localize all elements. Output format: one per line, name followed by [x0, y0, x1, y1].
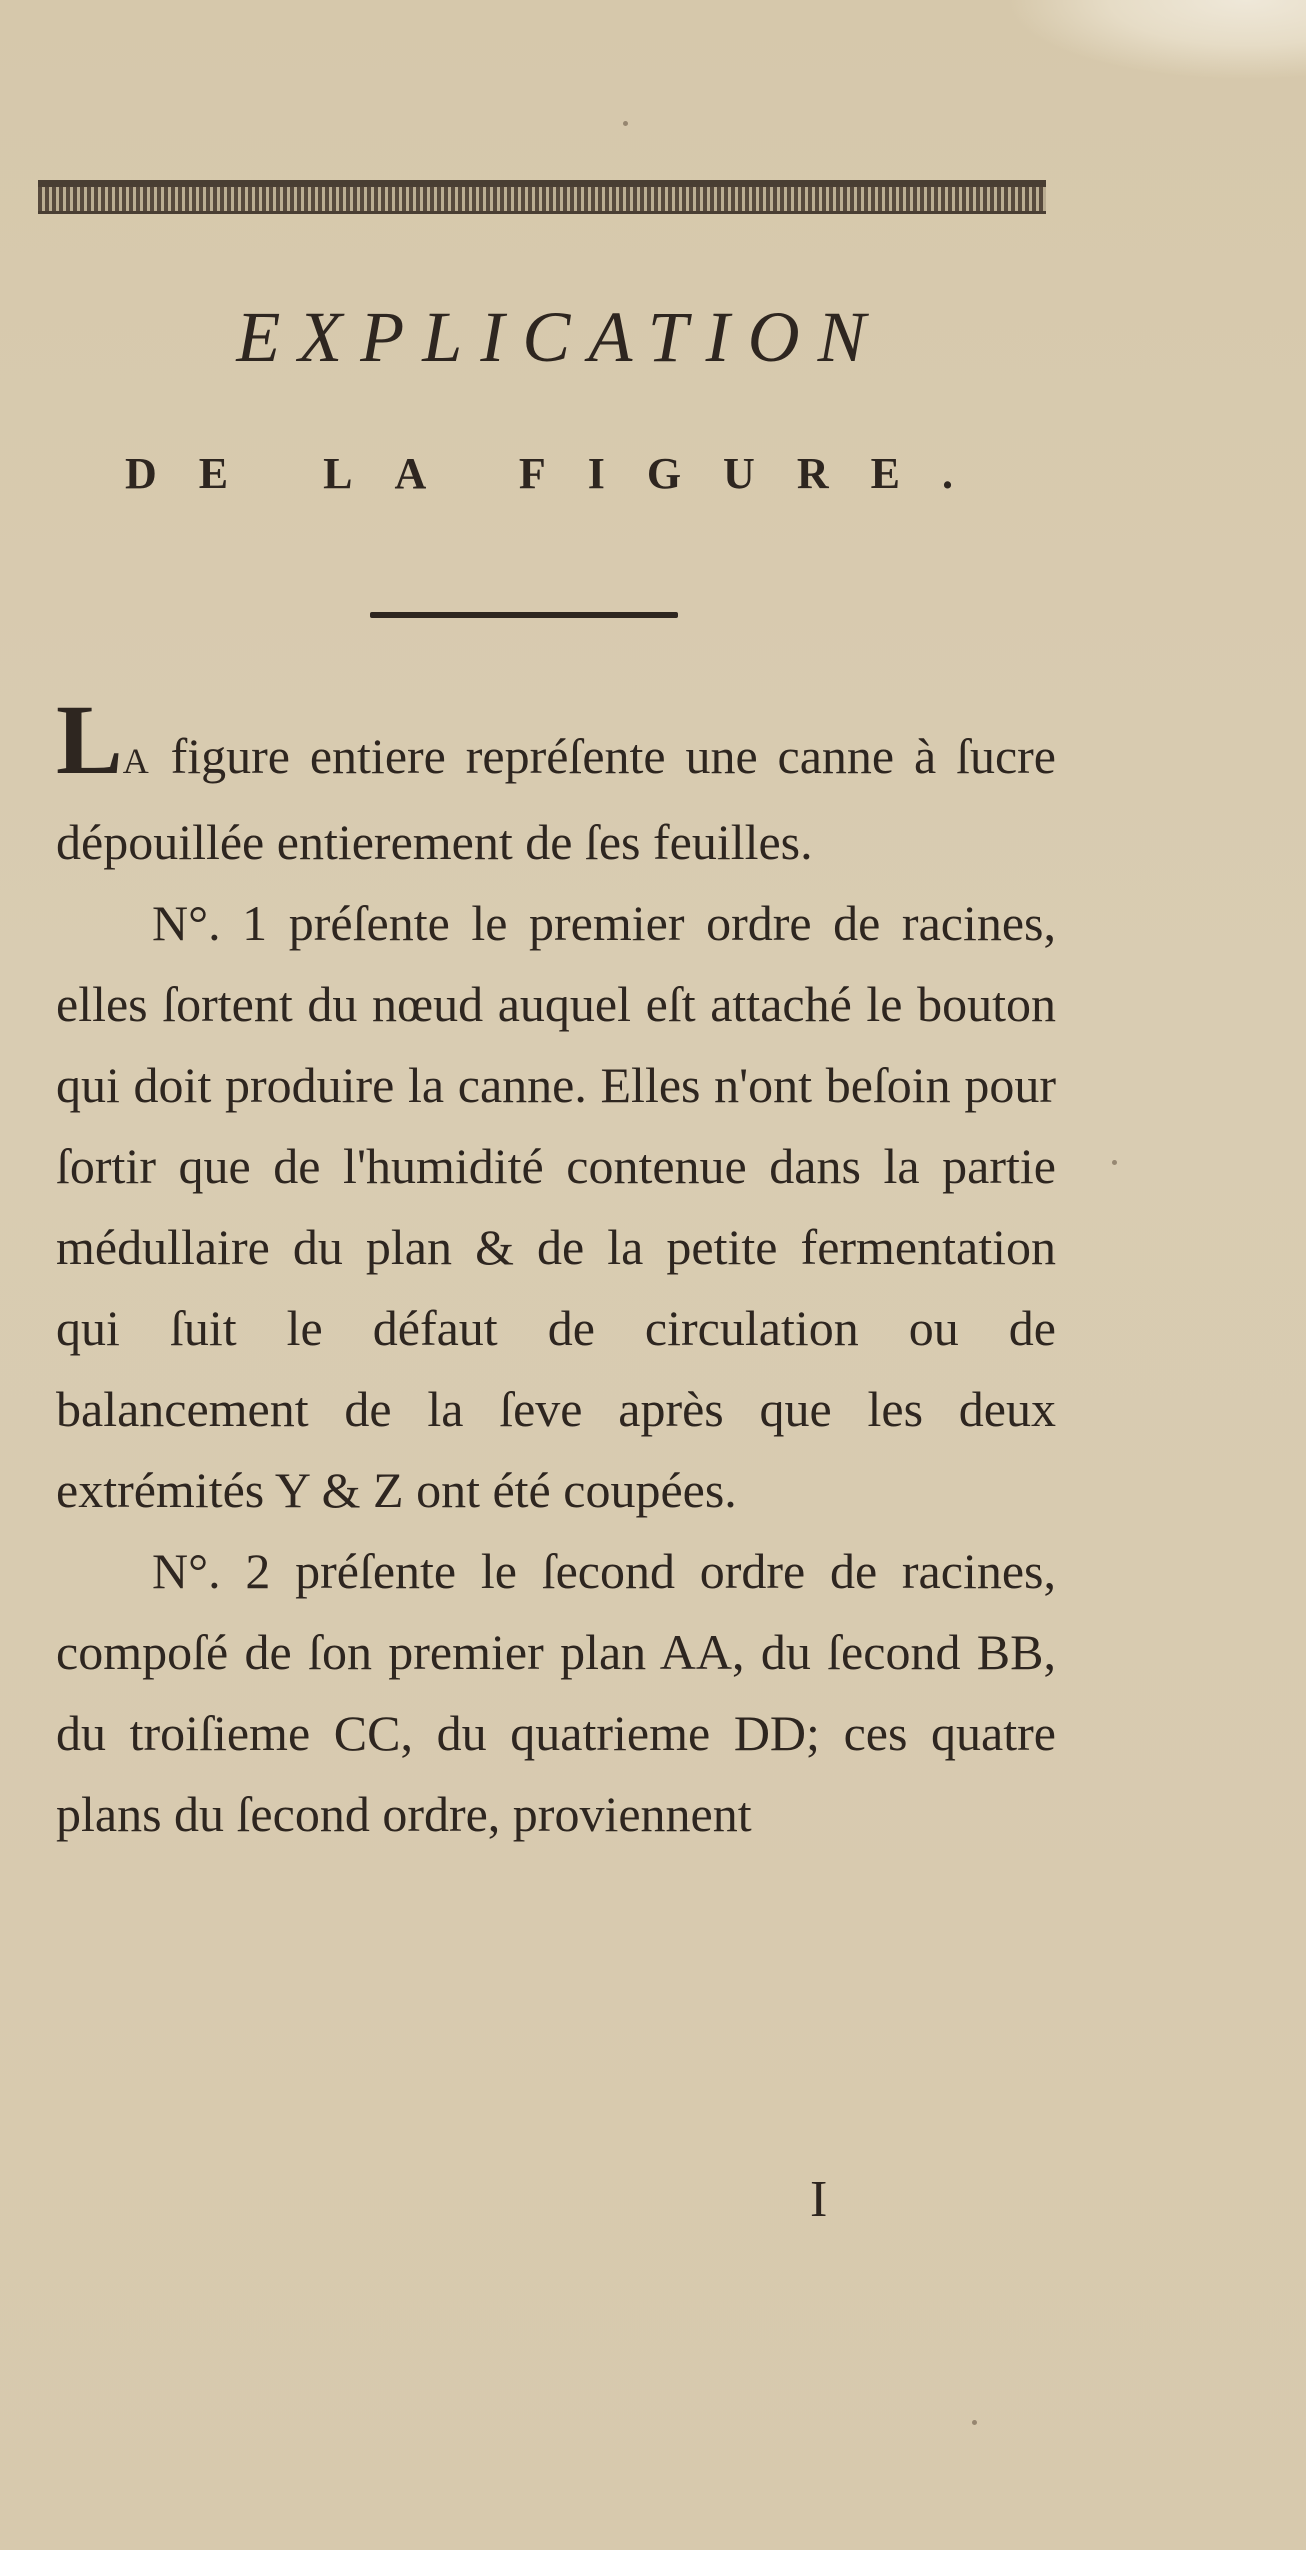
paper-speck: [1112, 1160, 1117, 1165]
page-subtitle: DE LA FIGURE.: [125, 449, 995, 498]
paragraph-2: N°. 1 préſente le premier ordre de racines, elles ſortent du nœud auquel eſt attaché le bouton qui doit produire la canne. Elles n'ont beſoin pour ſortir que de l'humidité contenue dans la partie médullaire du plan & de la petite fermentation qui ſuit le défaut de circulation ou de balancement de la ſeve après que les deux extrémités Y & Z ont été coupées.: [56, 895, 1056, 1518]
page-title: EXPLICATION: [236, 297, 884, 377]
small-caps: A: [122, 741, 151, 781]
paragraph-3: N°. 2 préſente le ſecond ordre de racines, compoſé de ſon premier plan AA, du ſecond BB, du troiſieme CC, du quatrieme DD; ces quatre plans du ſecond ordre, proviennent: [56, 1543, 1056, 1842]
paper-speck: [972, 2420, 977, 2425]
decorative-rule-top: [38, 180, 1046, 214]
catchword: I: [810, 2171, 828, 2228]
paragraph-1-text: figure entiere repréſente une canne à ſucre dépouillée entierement de ſes feuilles.: [56, 728, 1056, 870]
paper-speck: [623, 121, 628, 126]
drop-cap: L: [56, 684, 123, 795]
body-text: [56, 684, 1056, 1855]
paper-tear: [1006, 0, 1306, 80]
decorative-rule-short: [370, 612, 678, 618]
paragraph-1: [56, 684, 1056, 883]
